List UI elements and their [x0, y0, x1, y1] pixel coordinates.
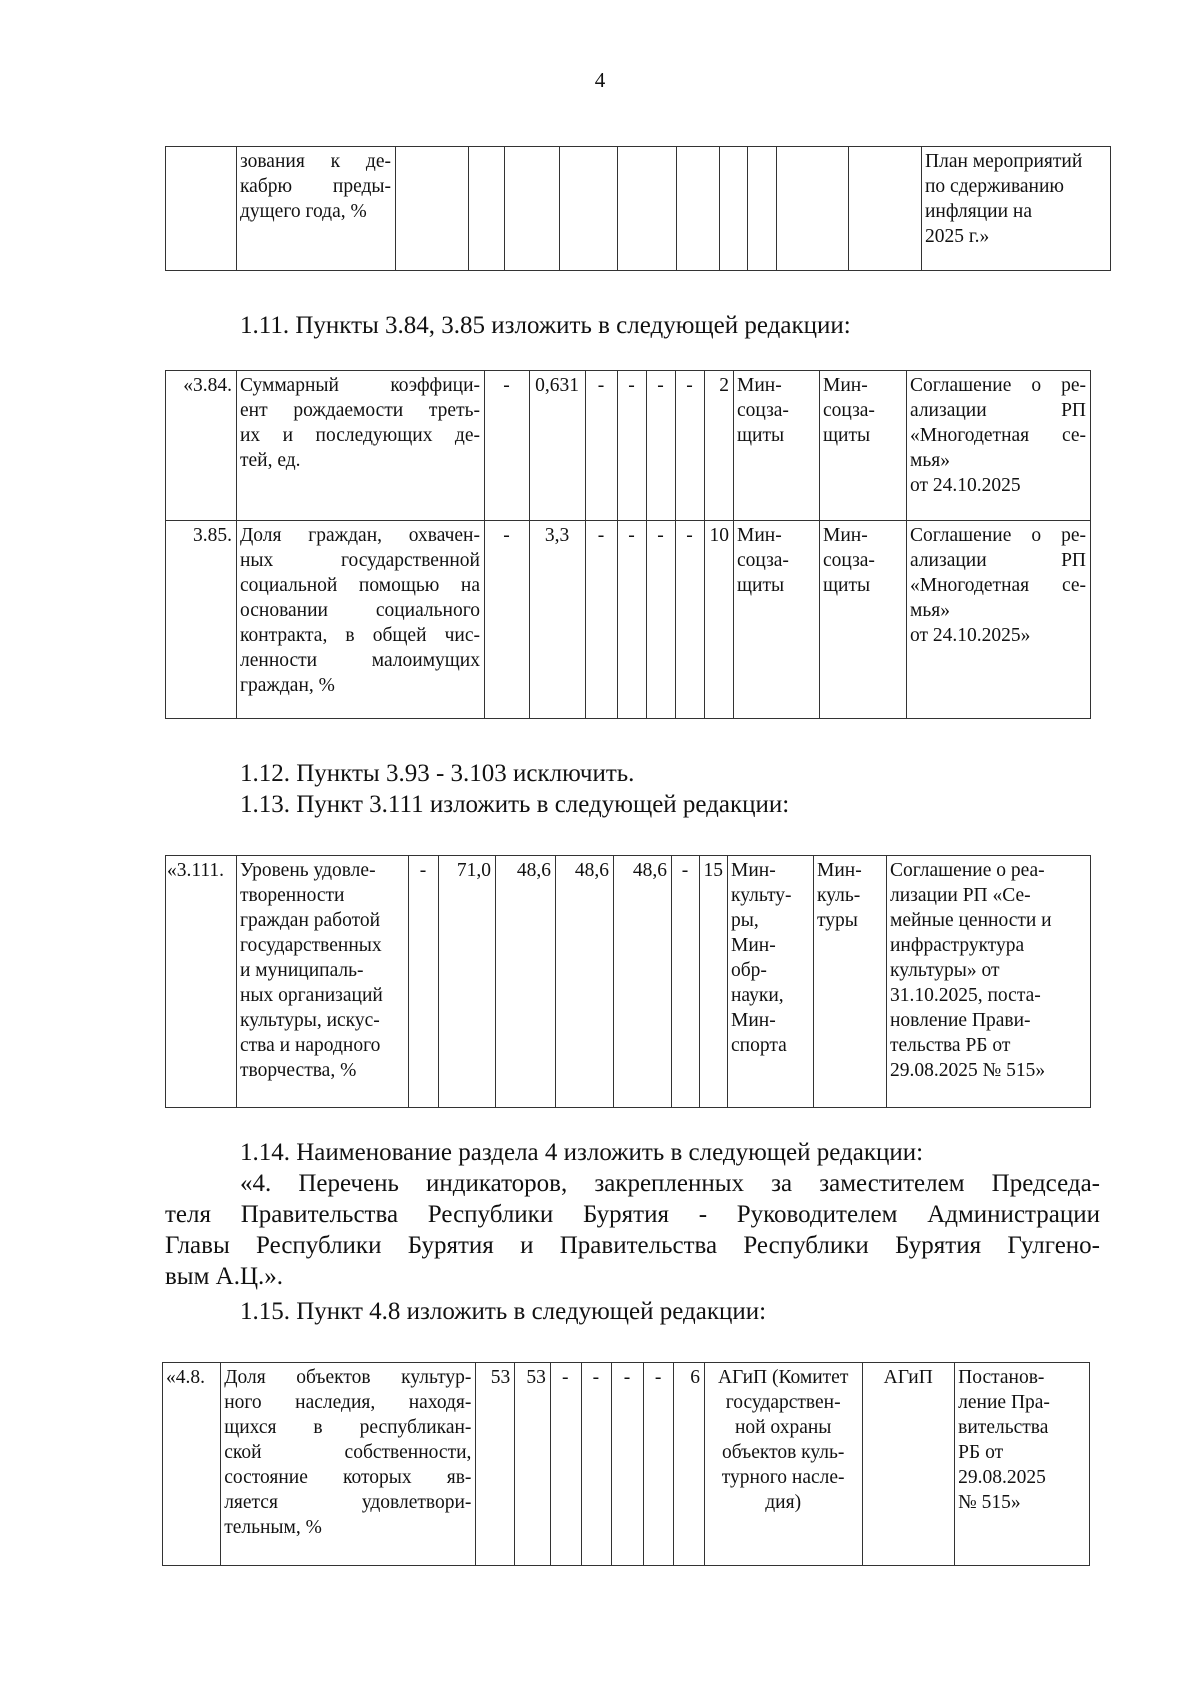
responsible-cell: Мин- куль- туры — [814, 856, 887, 1108]
value-cell: - — [676, 371, 705, 521]
paragraph-1-11: 1.11. Пункты 3.84, 3.85 изложить в следующей редакции: — [240, 312, 851, 339]
table-item-4-8 — [162, 1362, 1090, 1566]
value-cell: - — [586, 371, 618, 521]
responsible-cell: АГиП — [863, 1363, 955, 1566]
value-cell: - — [618, 371, 647, 521]
table-row — [163, 1363, 1090, 1566]
paragraph-1-12: 1.12. Пункты 3.93 - 3.103 исключить. — [240, 760, 635, 787]
value-cell: - — [647, 371, 676, 521]
responsible-cell: Мин- соцза- щиты — [734, 371, 820, 521]
value-cell: 10 — [705, 521, 734, 719]
page-number: 4 — [594, 68, 606, 92]
value-cell: 2 — [705, 371, 734, 521]
table-item-3-111 — [165, 855, 1091, 1108]
indicator-name-cell: Доля граждан, охвачен- ных государственной социальной помощью на основании социального контракта, в общей чис- ленности малоимущих граждан, % — [237, 521, 485, 719]
value-cell: - — [612, 1363, 644, 1566]
value-cell: - — [676, 521, 705, 719]
table-continuation — [165, 146, 1111, 271]
value-cell: 53 — [515, 1363, 551, 1566]
indicator-name-cell: Уровень удовле- творенности граждан работой государственных и муниципаль- ных организаций культуры, искус- ства и народного творчества, % — [237, 856, 409, 1108]
document-cell: Постанов- ление Пра- вительства РБ от 29.08.2025 № 515» — [955, 1363, 1090, 1566]
indicator-name-cell: Доля объектов культур- ного наследия, находя- щихся в республикан- ской собственности, состояние которых яв- ляется удовлетвори- тельным, % — [221, 1363, 476, 1566]
document-cell: Соглашение о ре- ализации РП «Многодетная се- мья» от 24.10.2025» — [907, 521, 1091, 719]
value-cell: 48,6 — [556, 856, 614, 1108]
paragraph-section-4-title: «4. Перечень индикаторов, закрепленных за заместителем Председа- теля Правительства Республики Бурятия - Руководителем Администрации Главы Республики Бурятия и Правительства Республики Бурятия Гулгено- вым А.Ц.». — [165, 1170, 1100, 1290]
value-cell: 15 — [700, 856, 728, 1108]
responsible-cell: Мин- соцза- щиты — [734, 521, 820, 719]
paragraph-1-14: 1.14. Наименование раздела 4 изложить в следующей редакции: — [240, 1139, 924, 1166]
value-cell: - — [409, 856, 439, 1108]
value-cell: - — [672, 856, 700, 1108]
responsible-cell: АГиП (Комитет государствен- ной охраны объектов куль- турного насле- дия) — [705, 1363, 863, 1566]
item-number: «4.8. — [163, 1363, 221, 1566]
table-row — [166, 371, 1091, 521]
value-cell: 71,0 — [439, 856, 496, 1108]
value-cell: - — [586, 521, 618, 719]
value-cell: - — [485, 521, 530, 719]
paragraph-1-15: 1.15. Пункт 4.8 изложить в следующей редакции: — [240, 1298, 767, 1325]
table-row — [166, 147, 1111, 271]
value-cell: - — [581, 1363, 612, 1566]
item-number: «3.84. — [166, 371, 237, 521]
responsible-cell: Мин- соцза- щиты — [820, 371, 907, 521]
table-row — [166, 856, 1091, 1108]
item-number: «3.111. — [166, 856, 237, 1108]
paragraph-1-13: 1.13. Пункт 3.111 изложить в следующей редакции: — [240, 791, 790, 818]
value-cell: 53 — [476, 1363, 515, 1566]
document-cell: Соглашение о реа- лизации РП «Се- мейные ценности и инфраструктура культуры» от 31.10.2025, поста- новление Прави- тельства РБ от 29.08.2025 № 515» — [887, 856, 1091, 1108]
value-cell: - — [485, 371, 530, 521]
value-cell: - — [550, 1363, 581, 1566]
value-cell: - — [618, 521, 647, 719]
document-cell: План мероприятий по сдерживанию инфляции на 2025 г.» — [922, 147, 1111, 271]
value-cell: 3,3 — [530, 521, 586, 719]
value-cell: 48,6 — [614, 856, 672, 1108]
value-cell: - — [643, 1363, 674, 1566]
document-cell: Соглашение о ре- ализации РП «Многодетная се- мья» от 24.10.2025 — [907, 371, 1091, 521]
value-cell: - — [647, 521, 676, 719]
table-items-3-84-3-85 — [165, 370, 1091, 719]
indicator-name-cell: Суммарный коэффици- ент рождаемости треть- их и последующих де- тей, ед. — [237, 371, 485, 521]
indicator-name-cell: зования к де- кабрю преды- дущего года, % — [237, 147, 396, 271]
responsible-cell: Мин- культу- ры, Мин- обр- науки, Мин- спорта — [728, 856, 814, 1108]
value-cell: 6 — [674, 1363, 705, 1566]
item-number: 3.85. — [166, 521, 237, 719]
table-row — [166, 521, 1091, 719]
value-cell: 0,631 — [530, 371, 586, 521]
value-cell: 48,6 — [496, 856, 556, 1108]
responsible-cell: Мин- соцза- щиты — [820, 521, 907, 719]
